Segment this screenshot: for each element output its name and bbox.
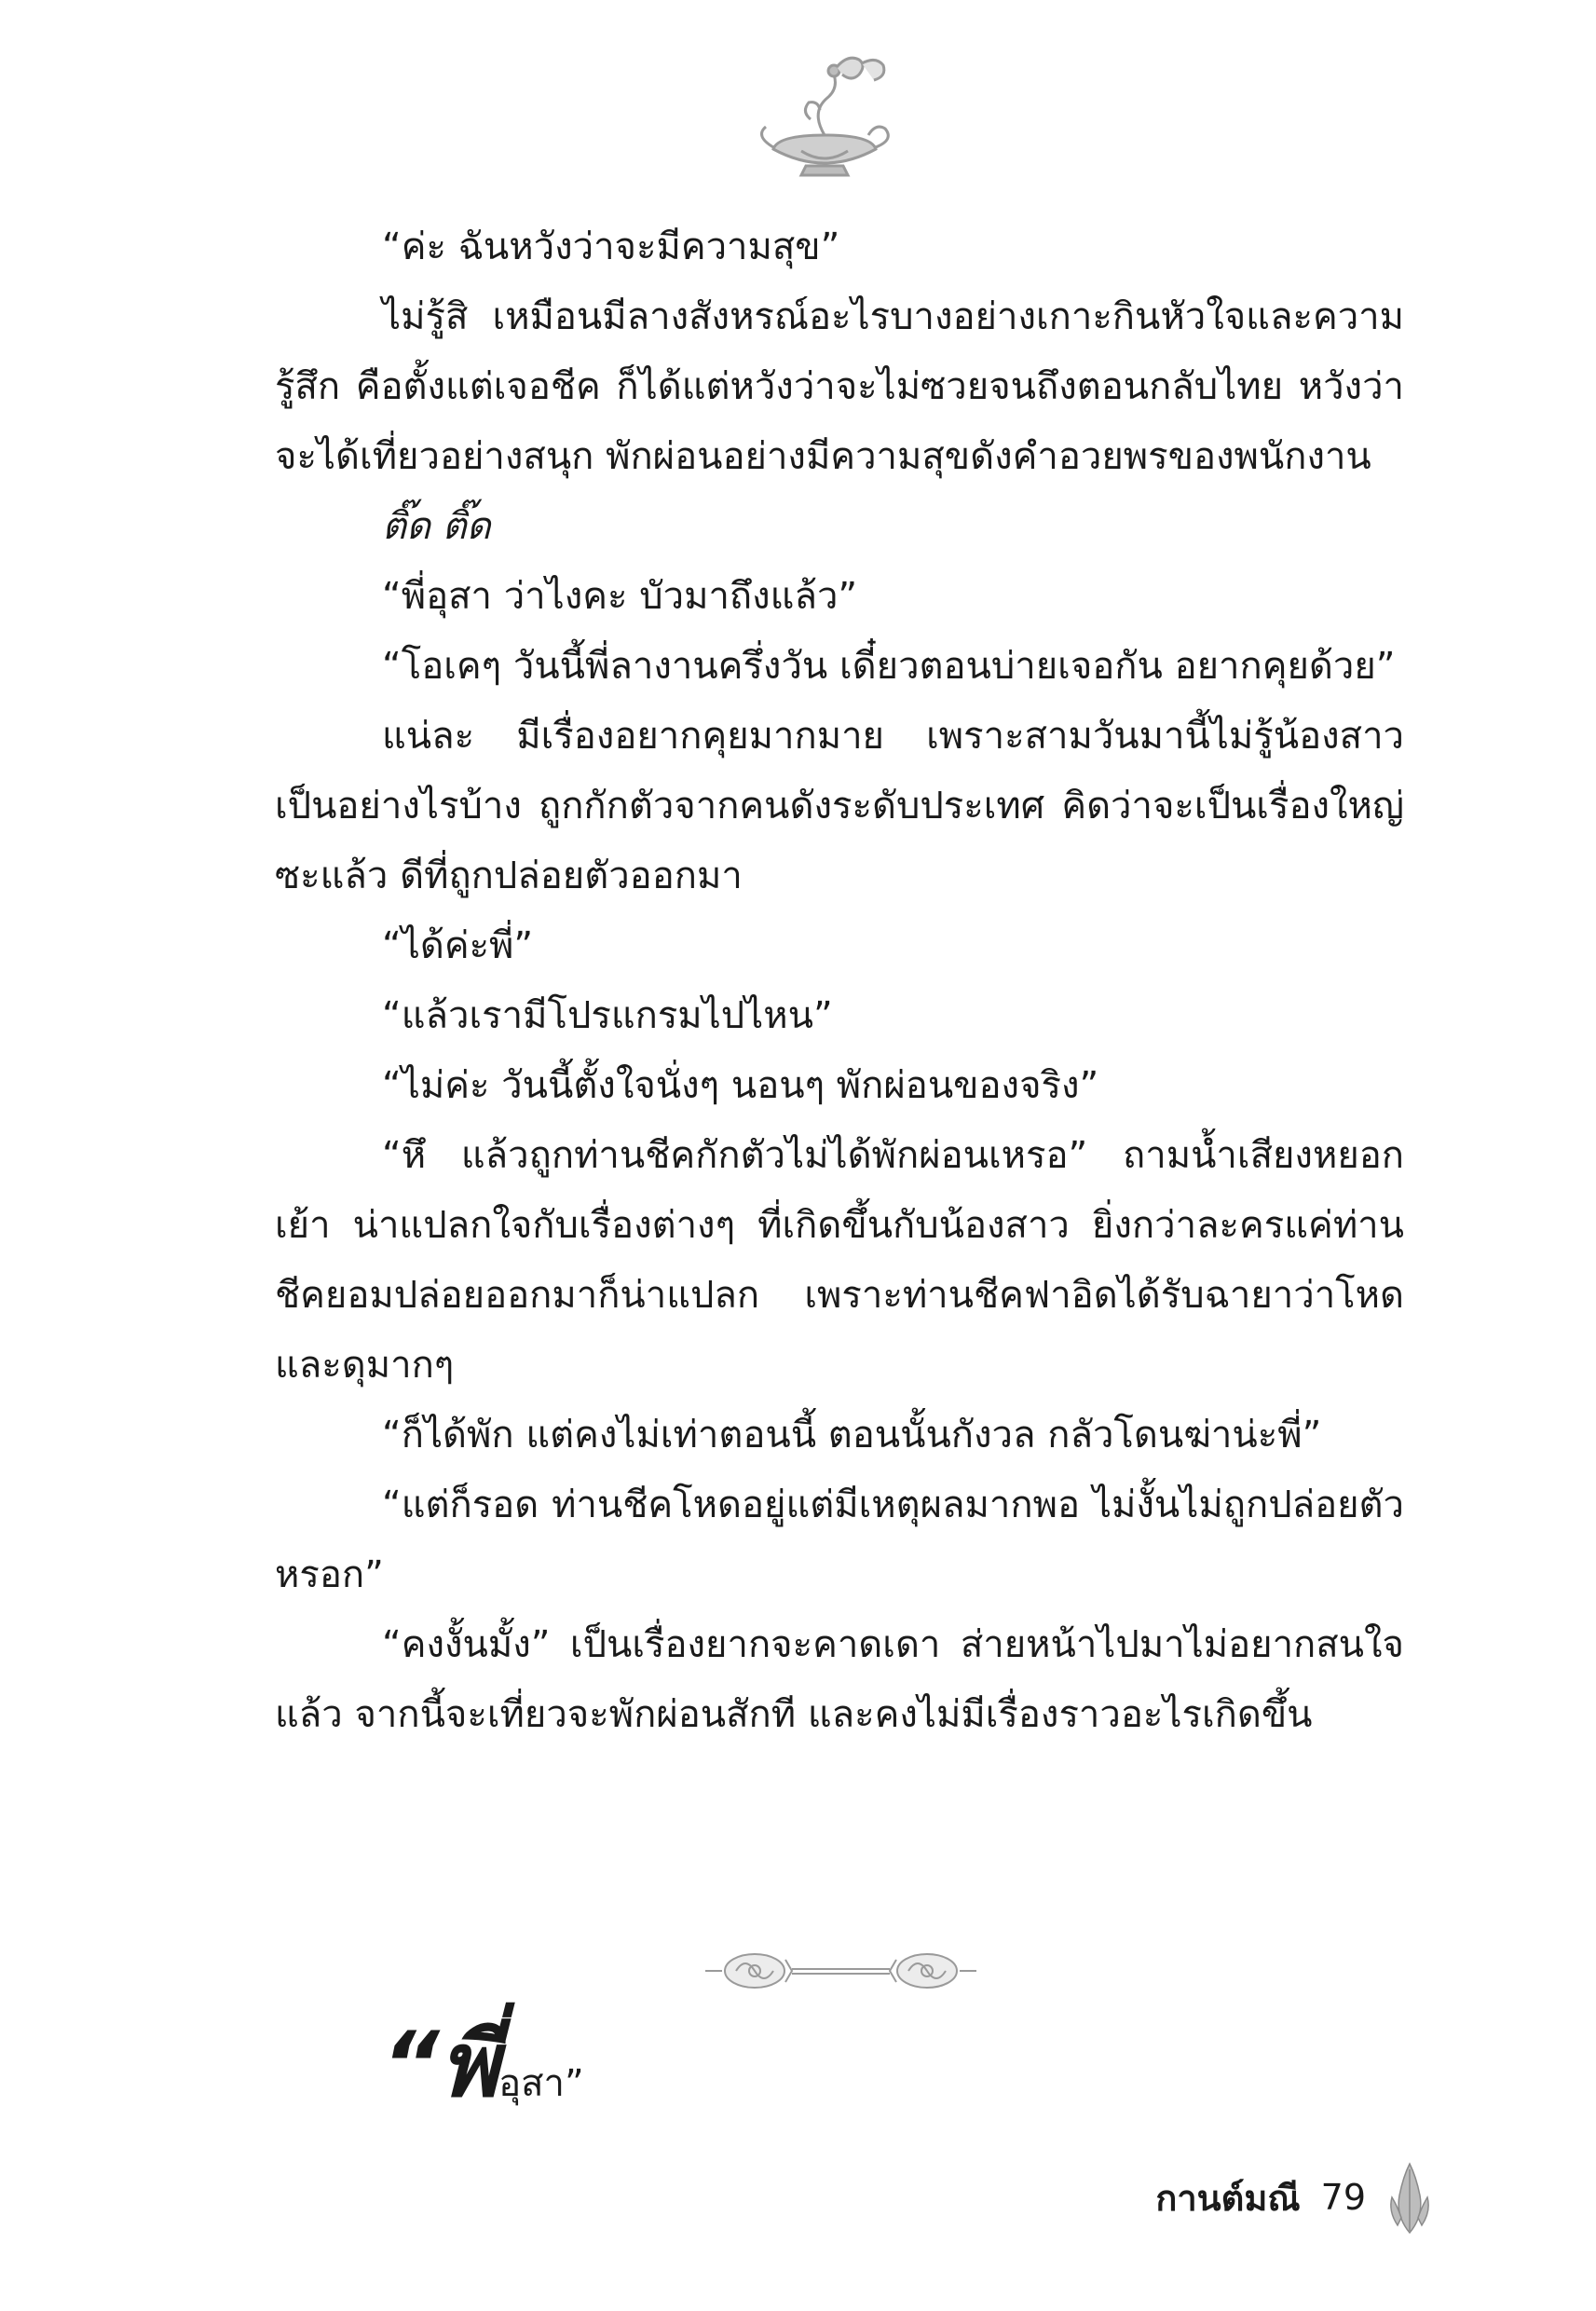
page-footer bbox=[1155, 2160, 1433, 2235]
paragraph: “หึ แล้วถูกท่านชีคกักตัวไม่ได้พักผ่อนเหรอ” ถามน้ำเสียงหยอกเย้า น่าแปลกใจกับเรื่องต่างๆ ที่เกิดขึ้นกับน้องสาว ยิ่งกว่าละครแค่ท่านชีคยอมปล่อยออกมาก็น่าแปลก เพราะท่านชีคฟาอิดได้รับฉายาว่าโหดและดุมากๆ bbox=[275, 1134, 1404, 1387]
leaf-ornament-icon bbox=[1386, 2160, 1433, 2235]
paragraph: “โอเคๆ วันนี้พี่ลางานครึ่งวัน เดี๋ยวตอนบ่ายเจอกัน อยากคุยด้วย” bbox=[382, 645, 1396, 688]
paragraph-sound-effect: ติ๊ด ติ๊ด bbox=[382, 505, 491, 548]
paragraph: “ก็ได้พัก แต่คงไม่เท่าตอนนี้ ตอนนั้นกังวล กลัวโดนฆ่าน่ะพี่” bbox=[382, 1414, 1322, 1456]
heading-rest: อุสา” bbox=[498, 2062, 584, 2105]
page-number: 79 bbox=[1320, 2177, 1366, 2218]
paragraph: “แต่ก็รอด ท่านชีคโหดอยู่แต่มีเหตุผลมากพอ ไม่งั้นไม่ถูกปล่อยตัวหรอก” bbox=[275, 1484, 1404, 1596]
heading-drop-word: พี่ bbox=[439, 2013, 499, 2117]
paragraph: “คงงั้นมั้ง” เป็นเรื่องยากจะคาดเดา ส่ายหน้าไปมาไม่อยากสนใจแล้ว จากนี้จะเที่ยวจะพักผ่อนสักที และคงไม่มีเรื่องราวอะไรเกิดขึ้น bbox=[275, 1623, 1404, 1736]
magic-lamp-ornament-icon bbox=[745, 47, 904, 186]
paragraph: “พี่อุสา ว่าไงคะ บัวมาถึงแล้ว” bbox=[382, 575, 858, 618]
paragraph: “ไม่ค่ะ วันนี้ตั้งใจนั่งๆ นอนๆ พักผ่อนของจริง” bbox=[382, 1064, 1099, 1107]
paragraph: “ค่ะ ฉันหวังว่าจะมีความสุข” bbox=[382, 226, 840, 268]
scroll-divider-ornament-icon bbox=[703, 1943, 978, 1999]
paragraph: ไม่รู้สิ เหมือนมีลางสังหรณ์อะไรบางอย่างเกาะกินหัวใจและความรู้สึก คือตั้งแต่เจอชีค ก็ได้แต่หวังว่าจะไม่ซวยจนถึงตอนกลับไทย หวังว่าจะได้เที่ยวอย่างสนุก พักผ่อนอย่างมีความสุขดังคำอวยพรของพนักงาน bbox=[275, 295, 1404, 478]
next-section-heading bbox=[382, 2013, 584, 2117]
heading-open-quote: “ bbox=[382, 2013, 440, 2117]
paragraph: “แล้วเรามีโปรแกรมไปไหน” bbox=[382, 994, 833, 1037]
paragraph: “ได้ค่ะพี่” bbox=[382, 924, 534, 967]
body-text bbox=[275, 212, 1404, 1750]
book-title: กานต์มณี bbox=[1155, 2177, 1301, 2219]
paragraph: แน่ละ มีเรื่องอยากคุยมากมาย เพราะสามวันมานี้ไม่รู้น้องสาวเป็นอย่างไรบ้าง ถูกกักตัวจากคนดังระดับประเทศ คิดว่าจะเป็นเรื่องใหญ่ซะแล้ว ดีที่ถูกปล่อยตัวออกมา bbox=[275, 715, 1404, 897]
